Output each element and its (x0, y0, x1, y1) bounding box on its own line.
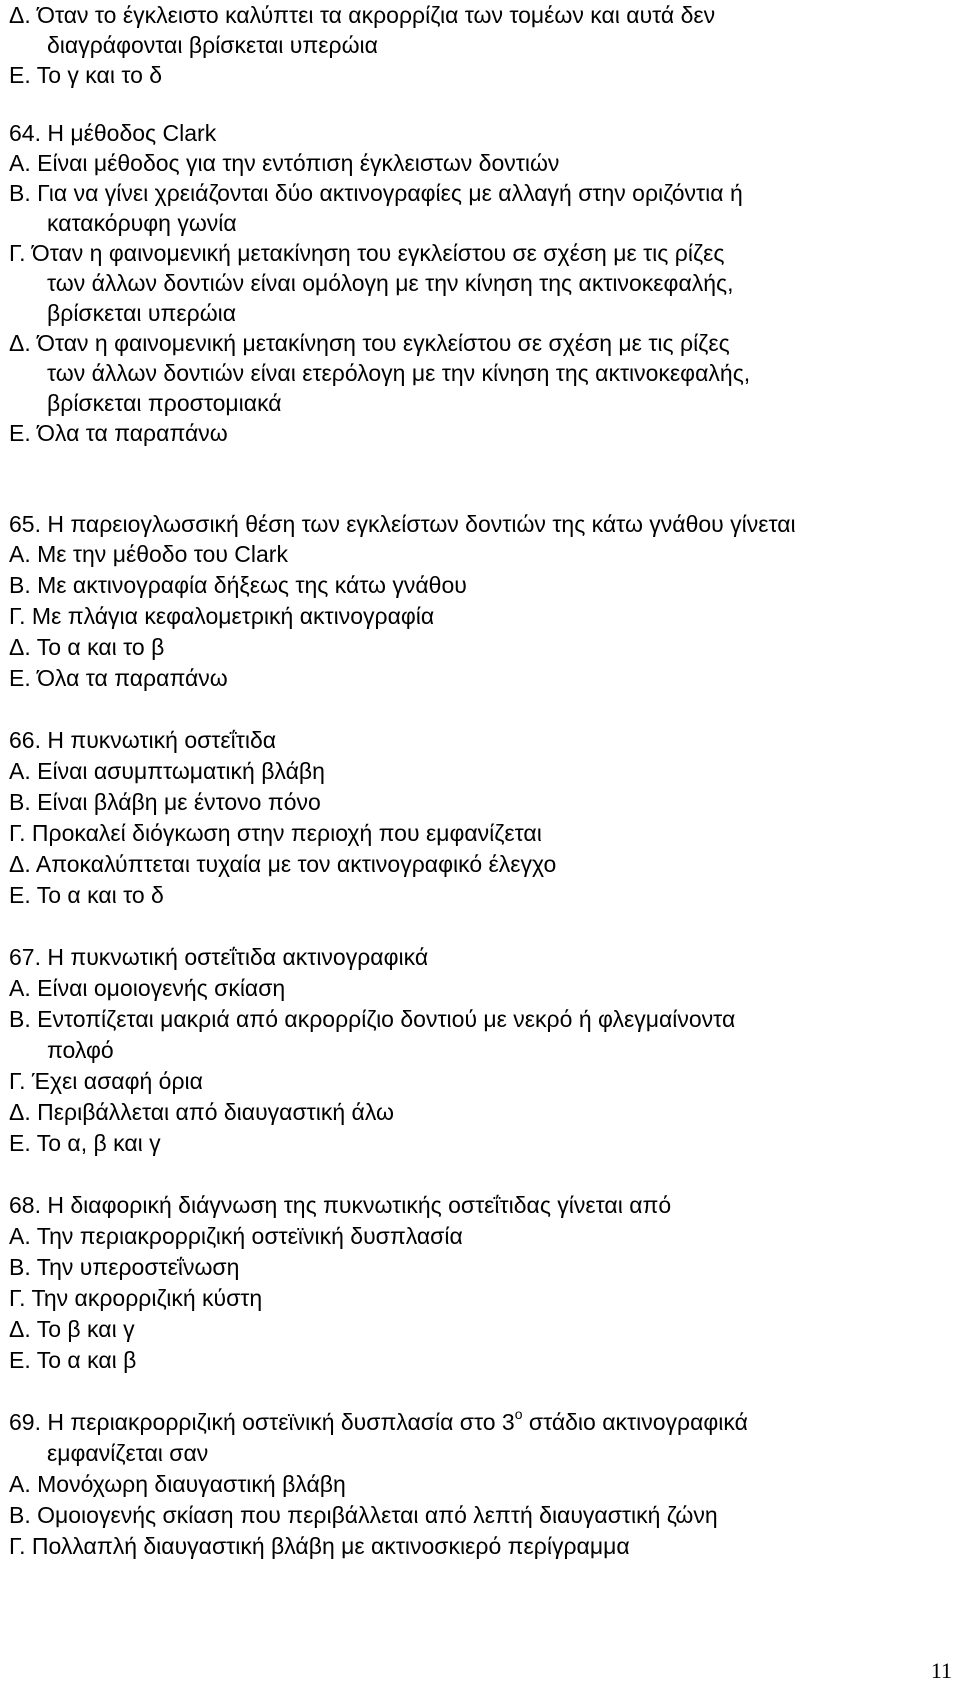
option-text: Β. Ομοιογενής σκίαση που περιβάλλεται από λεπτή διαυγαστική ζώνη (9, 1502, 718, 1528)
option-text: Α. Είναι μέθοδος για την εντόπιση έγκλειστων δοντιών (9, 150, 560, 176)
option-text: Γ. Έχει ασαφή όρια (9, 1068, 203, 1094)
option-text: Α. Είναι ασυμπτωματική βλάβη (9, 758, 325, 784)
option-text: βρίσκεται υπερώια (47, 300, 237, 326)
question-text (9, 1407, 748, 1437)
option-text: Γ. Πολλαπλή διαυγαστική βλάβη με ακτινοσκιερό περίγραμμα (9, 1533, 630, 1559)
question-text: 67. Η πυκνωτική οστεΐτιδα ακτινογραφικά (9, 944, 429, 970)
option-text: Γ. Την ακρορριζική κύστη (9, 1285, 263, 1311)
question-text: 68. Η διαφορική διάγνωση της πυκνωτικής οστεΐτιδας γίνεται από (9, 1192, 672, 1218)
option-text: Δ. Το α και το β (9, 634, 165, 660)
option-text: των άλλων δοντιών είναι ομόλογη με την κίνηση της ακτινοκεφαλής, (47, 270, 734, 296)
page-number: 11 (930, 1658, 952, 1683)
option-text: Ε. Όλα τα παραπάνω (9, 420, 228, 446)
question-text: 66. Η πυκνωτική οστεΐτιδα (9, 727, 277, 753)
option-text: Δ. Περιβάλλεται από διαυγαστική άλω (9, 1099, 394, 1125)
option-text: Β. Εντοπίζεται μακριά από ακρορρίζιο δοντιού με νεκρό ή φλεγμαίνοντα (9, 1006, 736, 1032)
question-text: εμφανίζεται σαν (47, 1440, 209, 1466)
option-text: Ε. Όλα τα παραπάνω (9, 665, 228, 691)
option-text: Α. Με την μέθοδο του Clark (9, 541, 288, 567)
ordinal-superscript: ο (514, 1406, 523, 1422)
option-text: Ε. Το α και το δ (9, 882, 164, 908)
option-text: Δ. Αποκαλύπτεται τυχαία με τον ακτινογραφικό έλεγχο (9, 851, 557, 877)
option-text: βρίσκεται προστομιακά (47, 390, 282, 416)
option-text: Α. Μονόχωρη διαυγαστική βλάβη (9, 1471, 346, 1497)
option-text: Ε. Το α και β (9, 1347, 137, 1373)
option-text: Δ. Όταν η φαινομενική μετακίνηση του εγκλείστου σε σχέση με τις ρίζες (9, 330, 730, 356)
question-text-start: 69. Η περιακρορριζική οστεϊνική δυσπλασία στο 3 (9, 1409, 515, 1435)
option-text: διαγράφονται βρίσκεται υπερώια (47, 32, 378, 58)
option-text: Γ. Προκαλεί διόγκωση στην περιοχή που εμφανίζεται (9, 820, 542, 846)
option-text: Α. Την περιακρορριζική οστεϊνική δυσπλασία (9, 1223, 463, 1249)
option-text: Γ. Όταν η φαινομενική μετακίνηση του εγκλείστου σε σχέση με τις ρίζες (9, 240, 725, 266)
option-text: πολφό (47, 1037, 114, 1063)
option-text: Γ. Με πλάγια κεφαλομετρική ακτινογραφία (9, 603, 435, 629)
question-text: 65. Η παρειογλωσσική θέση των εγκλείστων δοντιών της κάτω γνάθου γίνεται (9, 511, 796, 537)
question-text-end: στάδιο ακτινογραφικά (522, 1409, 748, 1435)
option-text: Α. Είναι ομοιογενής σκίαση (9, 975, 286, 1001)
option-text: Β. Είναι βλάβη με έντονο πόνο (9, 789, 321, 815)
option-text: των άλλων δοντιών είναι ετερόλογη με την κίνηση της ακτινοκεφαλής, (47, 360, 751, 386)
option-text: κατακόρυφη γωνία (47, 210, 237, 236)
option-text: Β. Την υπεροστεΐνωση (9, 1254, 240, 1280)
option-text: Δ. Όταν το έγκλειστο καλύπτει τα ακρορρίζια των τομέων και αυτά δεν (9, 2, 716, 28)
option-text: Δ. Το β και γ (9, 1316, 135, 1342)
option-text: Ε. Το α, β και γ (9, 1130, 161, 1156)
question-text: 64. Η μέθοδος Clark (9, 120, 217, 146)
option-text: Β. Για να γίνει χρειάζονται δύο ακτινογραφίες με αλλαγή στην οριζόντια ή (9, 180, 743, 206)
option-text: Ε. Το γ και το δ (9, 62, 163, 88)
option-text: Β. Με ακτινογραφία δήξεως της κάτω γνάθου (9, 572, 467, 598)
